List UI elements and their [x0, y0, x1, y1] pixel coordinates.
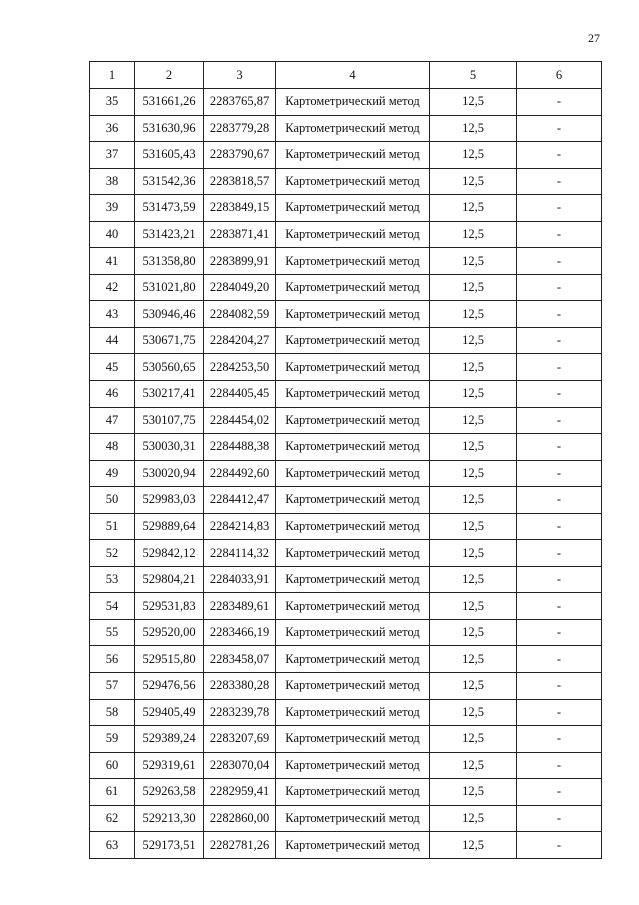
- y-coordinate-cell: 2283466,19: [204, 619, 276, 646]
- header-cell: 5: [430, 62, 517, 89]
- accuracy-cell: 12,5: [430, 673, 517, 700]
- method-cell: Картометрический метод: [276, 274, 430, 301]
- row-number-cell: 50: [90, 487, 135, 514]
- row-number-cell: 35: [90, 89, 135, 116]
- row-number-cell: 63: [90, 832, 135, 859]
- y-coordinate-cell: 2283849,15: [204, 195, 276, 222]
- method-cell: Картометрический метод: [276, 726, 430, 753]
- method-cell: Картометрический метод: [276, 168, 430, 195]
- x-coordinate-cell: 531423,21: [135, 221, 204, 248]
- method-cell: Картометрический метод: [276, 779, 430, 806]
- x-coordinate-cell: 530030,31: [135, 434, 204, 461]
- x-coordinate-cell: 529319,61: [135, 752, 204, 779]
- y-coordinate-cell: 2284214,83: [204, 513, 276, 540]
- y-coordinate-cell: 2284082,59: [204, 301, 276, 328]
- table-row: [90, 593, 602, 620]
- accuracy-cell: 12,5: [430, 142, 517, 169]
- accuracy-cell: 12,5: [430, 699, 517, 726]
- note-cell: -: [517, 699, 602, 726]
- table-row: [90, 619, 602, 646]
- method-cell: Картометрический метод: [276, 89, 430, 116]
- method-cell: Картометрический метод: [276, 805, 430, 832]
- accuracy-cell: 12,5: [430, 726, 517, 753]
- table-row: [90, 89, 602, 116]
- x-coordinate-cell: 531473,59: [135, 195, 204, 222]
- y-coordinate-cell: 2283899,91: [204, 248, 276, 275]
- x-coordinate-cell: 530671,75: [135, 327, 204, 354]
- accuracy-cell: 12,5: [430, 593, 517, 620]
- note-cell: -: [517, 301, 602, 328]
- row-number-cell: 47: [90, 407, 135, 434]
- note-cell: -: [517, 168, 602, 195]
- table-row: [90, 195, 602, 222]
- method-cell: Картометрический метод: [276, 566, 430, 593]
- row-number-cell: 60: [90, 752, 135, 779]
- x-coordinate-cell: 529531,83: [135, 593, 204, 620]
- method-cell: Картометрический метод: [276, 301, 430, 328]
- header-cell: 4: [276, 62, 430, 89]
- table-row: [90, 805, 602, 832]
- table-row: [90, 699, 602, 726]
- method-cell: Картометрический метод: [276, 195, 430, 222]
- x-coordinate-cell: 530020,94: [135, 460, 204, 487]
- table-row: [90, 726, 602, 753]
- method-cell: Картометрический метод: [276, 513, 430, 540]
- table-header-row: [90, 62, 602, 89]
- note-cell: -: [517, 354, 602, 381]
- note-cell: -: [517, 673, 602, 700]
- accuracy-cell: 12,5: [430, 327, 517, 354]
- row-number-cell: 61: [90, 779, 135, 806]
- y-coordinate-cell: 2284405,45: [204, 381, 276, 408]
- row-number-cell: 44: [90, 327, 135, 354]
- note-cell: -: [517, 434, 602, 461]
- y-coordinate-cell: 2283239,78: [204, 699, 276, 726]
- method-cell: Картометрический метод: [276, 354, 430, 381]
- accuracy-cell: 12,5: [430, 619, 517, 646]
- y-coordinate-cell: 2283871,41: [204, 221, 276, 248]
- table-row: [90, 646, 602, 673]
- x-coordinate-cell: 529389,24: [135, 726, 204, 753]
- note-cell: -: [517, 248, 602, 275]
- note-cell: -: [517, 327, 602, 354]
- accuracy-cell: 12,5: [430, 89, 517, 116]
- y-coordinate-cell: 2284033,91: [204, 566, 276, 593]
- method-cell: Картометрический метод: [276, 752, 430, 779]
- method-cell: Картометрический метод: [276, 646, 430, 673]
- row-number-cell: 48: [90, 434, 135, 461]
- row-number-cell: 56: [90, 646, 135, 673]
- table-row: [90, 274, 602, 301]
- x-coordinate-cell: 529263,58: [135, 779, 204, 806]
- header-cell: 6: [517, 62, 602, 89]
- accuracy-cell: 12,5: [430, 832, 517, 859]
- x-coordinate-cell: 529520,00: [135, 619, 204, 646]
- header-cell: 1: [90, 62, 135, 89]
- note-cell: -: [517, 540, 602, 567]
- y-coordinate-cell: 2283380,28: [204, 673, 276, 700]
- row-number-cell: 54: [90, 593, 135, 620]
- accuracy-cell: 12,5: [430, 407, 517, 434]
- note-cell: -: [517, 142, 602, 169]
- table-row: [90, 168, 602, 195]
- accuracy-cell: 12,5: [430, 381, 517, 408]
- accuracy-cell: 12,5: [430, 274, 517, 301]
- note-cell: -: [517, 566, 602, 593]
- accuracy-cell: 12,5: [430, 540, 517, 567]
- row-number-cell: 37: [90, 142, 135, 169]
- table-row: [90, 221, 602, 248]
- row-number-cell: 55: [90, 619, 135, 646]
- table-row: [90, 513, 602, 540]
- method-cell: Картометрический метод: [276, 619, 430, 646]
- header-cell: 3: [204, 62, 276, 89]
- accuracy-cell: 12,5: [430, 805, 517, 832]
- y-coordinate-cell: 2284049,20: [204, 274, 276, 301]
- row-number-cell: 42: [90, 274, 135, 301]
- table-row: [90, 832, 602, 859]
- method-cell: Картометрический метод: [276, 381, 430, 408]
- table-row: [90, 354, 602, 381]
- method-cell: Картометрический метод: [276, 487, 430, 514]
- table-row: [90, 327, 602, 354]
- x-coordinate-cell: 531021,80: [135, 274, 204, 301]
- accuracy-cell: 12,5: [430, 195, 517, 222]
- row-number-cell: 39: [90, 195, 135, 222]
- x-coordinate-cell: 529804,21: [135, 566, 204, 593]
- note-cell: -: [517, 726, 602, 753]
- accuracy-cell: 12,5: [430, 221, 517, 248]
- x-coordinate-cell: 529213,30: [135, 805, 204, 832]
- accuracy-cell: 12,5: [430, 354, 517, 381]
- y-coordinate-cell: 2283765,87: [204, 89, 276, 116]
- row-number-cell: 51: [90, 513, 135, 540]
- table-body: [90, 89, 602, 859]
- row-number-cell: 49: [90, 460, 135, 487]
- x-coordinate-cell: 529983,03: [135, 487, 204, 514]
- table-row: [90, 407, 602, 434]
- method-cell: Картометрический метод: [276, 407, 430, 434]
- row-number-cell: 53: [90, 566, 135, 593]
- y-coordinate-cell: 2283070,04: [204, 752, 276, 779]
- x-coordinate-cell: 530560,65: [135, 354, 204, 381]
- x-coordinate-cell: 529515,80: [135, 646, 204, 673]
- row-number-cell: 59: [90, 726, 135, 753]
- y-coordinate-cell: 2284253,50: [204, 354, 276, 381]
- y-coordinate-cell: 2283779,28: [204, 115, 276, 142]
- note-cell: -: [517, 460, 602, 487]
- accuracy-cell: 12,5: [430, 115, 517, 142]
- y-coordinate-cell: 2284412,47: [204, 487, 276, 514]
- note-cell: -: [517, 646, 602, 673]
- row-number-cell: 46: [90, 381, 135, 408]
- note-cell: -: [517, 274, 602, 301]
- x-coordinate-cell: 529889,64: [135, 513, 204, 540]
- method-cell: Картометрический метод: [276, 832, 430, 859]
- coordinates-table: [89, 61, 602, 859]
- method-cell: Картометрический метод: [276, 248, 430, 275]
- method-cell: Картометрический метод: [276, 434, 430, 461]
- note-cell: -: [517, 221, 602, 248]
- method-cell: Картометрический метод: [276, 593, 430, 620]
- method-cell: Картометрический метод: [276, 699, 430, 726]
- table-row: [90, 566, 602, 593]
- y-coordinate-cell: 2284492,60: [204, 460, 276, 487]
- table-row: [90, 779, 602, 806]
- row-number-cell: 43: [90, 301, 135, 328]
- method-cell: Картометрический метод: [276, 142, 430, 169]
- y-coordinate-cell: 2282959,41: [204, 779, 276, 806]
- accuracy-cell: 12,5: [430, 168, 517, 195]
- table-row: [90, 673, 602, 700]
- table-row: [90, 540, 602, 567]
- row-number-cell: 40: [90, 221, 135, 248]
- table-row: [90, 460, 602, 487]
- row-number-cell: 57: [90, 673, 135, 700]
- x-coordinate-cell: 531661,26: [135, 89, 204, 116]
- table-row: [90, 434, 602, 461]
- note-cell: -: [517, 832, 602, 859]
- note-cell: -: [517, 381, 602, 408]
- table-row: [90, 487, 602, 514]
- x-coordinate-cell: 531630,96: [135, 115, 204, 142]
- note-cell: -: [517, 752, 602, 779]
- note-cell: -: [517, 619, 602, 646]
- table-row: [90, 142, 602, 169]
- table-row: [90, 248, 602, 275]
- row-number-cell: 45: [90, 354, 135, 381]
- accuracy-cell: 12,5: [430, 460, 517, 487]
- method-cell: Картометрический метод: [276, 673, 430, 700]
- note-cell: -: [517, 805, 602, 832]
- accuracy-cell: 12,5: [430, 646, 517, 673]
- table-row: [90, 115, 602, 142]
- accuracy-cell: 12,5: [430, 752, 517, 779]
- y-coordinate-cell: 2284488,38: [204, 434, 276, 461]
- table-row: [90, 301, 602, 328]
- accuracy-cell: 12,5: [430, 301, 517, 328]
- page-number: 27: [588, 31, 600, 45]
- row-number-cell: 62: [90, 805, 135, 832]
- row-number-cell: 52: [90, 540, 135, 567]
- method-cell: Картометрический метод: [276, 115, 430, 142]
- x-coordinate-cell: 531542,36: [135, 168, 204, 195]
- x-coordinate-cell: 531358,80: [135, 248, 204, 275]
- row-number-cell: 36: [90, 115, 135, 142]
- x-coordinate-cell: 530107,75: [135, 407, 204, 434]
- x-coordinate-cell: 529842,12: [135, 540, 204, 567]
- note-cell: -: [517, 513, 602, 540]
- method-cell: Картометрический метод: [276, 540, 430, 567]
- method-cell: Картометрический метод: [276, 460, 430, 487]
- y-coordinate-cell: 2283790,67: [204, 142, 276, 169]
- row-number-cell: 58: [90, 699, 135, 726]
- x-coordinate-cell: 531605,43: [135, 142, 204, 169]
- accuracy-cell: 12,5: [430, 487, 517, 514]
- x-coordinate-cell: 529405,49: [135, 699, 204, 726]
- x-coordinate-cell: 530217,41: [135, 381, 204, 408]
- note-cell: -: [517, 487, 602, 514]
- note-cell: -: [517, 779, 602, 806]
- y-coordinate-cell: 2284204,27: [204, 327, 276, 354]
- note-cell: -: [517, 89, 602, 116]
- header-cell: 2: [135, 62, 204, 89]
- y-coordinate-cell: 2283489,61: [204, 593, 276, 620]
- method-cell: Картометрический метод: [276, 327, 430, 354]
- accuracy-cell: 12,5: [430, 248, 517, 275]
- x-coordinate-cell: 529173,51: [135, 832, 204, 859]
- note-cell: -: [517, 407, 602, 434]
- table-row: [90, 381, 602, 408]
- y-coordinate-cell: 2282781,26: [204, 832, 276, 859]
- y-coordinate-cell: 2283207,69: [204, 726, 276, 753]
- y-coordinate-cell: 2283818,57: [204, 168, 276, 195]
- note-cell: -: [517, 195, 602, 222]
- table-row: [90, 752, 602, 779]
- y-coordinate-cell: 2284454,02: [204, 407, 276, 434]
- accuracy-cell: 12,5: [430, 779, 517, 806]
- y-coordinate-cell: 2284114,32: [204, 540, 276, 567]
- method-cell: Картометрический метод: [276, 221, 430, 248]
- accuracy-cell: 12,5: [430, 566, 517, 593]
- x-coordinate-cell: 530946,46: [135, 301, 204, 328]
- y-coordinate-cell: 2283458,07: [204, 646, 276, 673]
- row-number-cell: 41: [90, 248, 135, 275]
- row-number-cell: 38: [90, 168, 135, 195]
- x-coordinate-cell: 529476,56: [135, 673, 204, 700]
- note-cell: -: [517, 593, 602, 620]
- accuracy-cell: 12,5: [430, 434, 517, 461]
- y-coordinate-cell: 2282860,00: [204, 805, 276, 832]
- note-cell: -: [517, 115, 602, 142]
- accuracy-cell: 12,5: [430, 513, 517, 540]
